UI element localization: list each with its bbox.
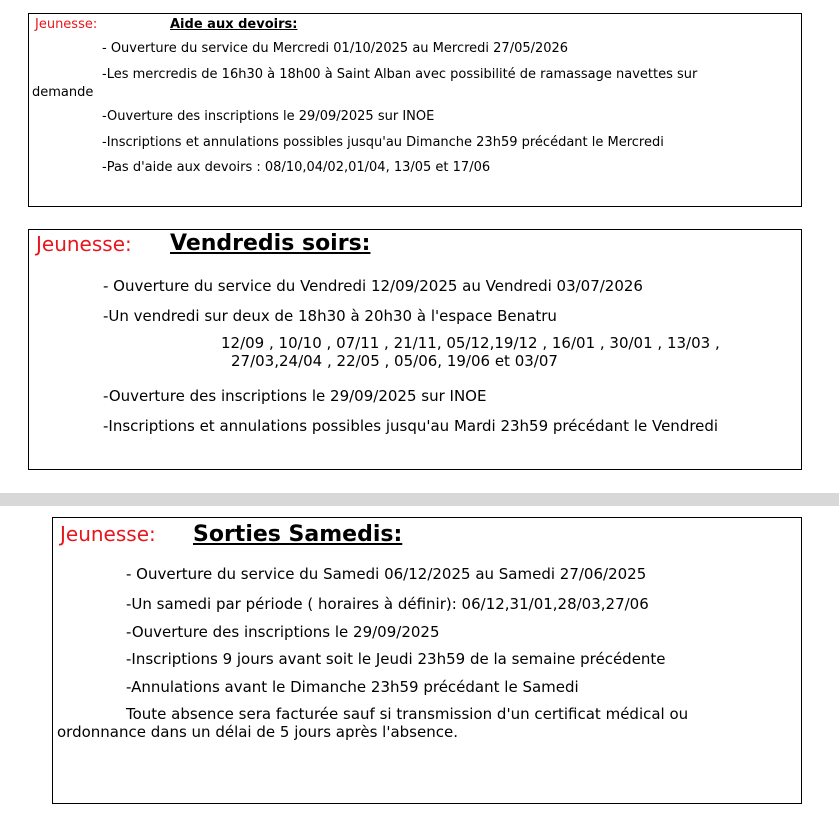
section-label: Jeunesse: [36,232,132,256]
section-vendredis-soirs [28,229,802,470]
section-aide-aux-devoirs [28,13,802,207]
info-line: -Inscriptions 9 jours avant soit le Jeudi 23h59 de la semaine précédente [126,650,666,668]
info-line-continuation: demande [32,85,94,100]
info-line: -Annulations avant le Dimanche 23h59 précédant le Samedi [126,678,579,696]
info-line: -Ouverture des inscriptions le 29/09/2025 sur INOE [103,387,487,405]
section-title: Vendredis soirs: [170,231,371,256]
info-line: -Ouverture des inscriptions le 29/09/2025 sur INOE [102,109,435,124]
info-line: -Ouverture des inscriptions le 29/09/2025 [126,623,440,641]
info-line: -Un vendredi sur deux de 18h30 à 20h30 à l'espace Benatru [103,307,557,325]
info-line: -Un samedi par période ( horaires à définir): 06/12,31/01,28/03,27/06 [126,595,649,613]
dates-line: 12/09 , 10/10 , 07/11 , 21/11, 05/12,19/12 , 16/01 , 30/01 , 13/03 , [221,334,720,352]
notice-line-continuation: ordonnance dans un délai de 5 jours après l'absence. [57,723,458,741]
section-title: Sorties Samedis: [193,522,403,547]
separator-bar [0,493,839,506]
info-line: - Ouverture du service du Vendredi 12/09/2025 au Vendredi 03/07/2026 [103,277,643,295]
section-label: Jeunesse: [35,17,98,32]
info-line: -Inscriptions et annulations possibles jusqu'au Dimanche 23h59 précédant le Mercredi [102,135,664,150]
info-line: -Pas d'aide aux devoirs : 08/10,04/02,01/04, 13/05 et 17/06 [102,160,491,175]
notice-line: Toute absence sera facturée sauf si transmission d'un certificat médical ou [126,705,689,723]
section-label: Jeunesse: [60,522,156,546]
info-line: -Les mercredis de 16h30 à 18h00 à Saint Alban avec possibilité de ramassage navettes sur [102,67,698,82]
info-line: - Ouverture du service du Mercredi 01/10/2025 au Mercredi 27/05/2026 [102,41,569,56]
info-line: -Inscriptions et annulations possibles jusqu'au Mardi 23h59 précédant le Vendredi [103,417,719,435]
info-line: - Ouverture du service du Samedi 06/12/2025 au Samedi 27/06/2025 [126,565,647,583]
section-sorties-samedis [52,517,802,804]
dates-line: 27/03,24/04 , 22/05 , 05/06, 19/06 et 03/07 [231,352,558,370]
section-title: Aide aux devoirs: [170,17,298,32]
